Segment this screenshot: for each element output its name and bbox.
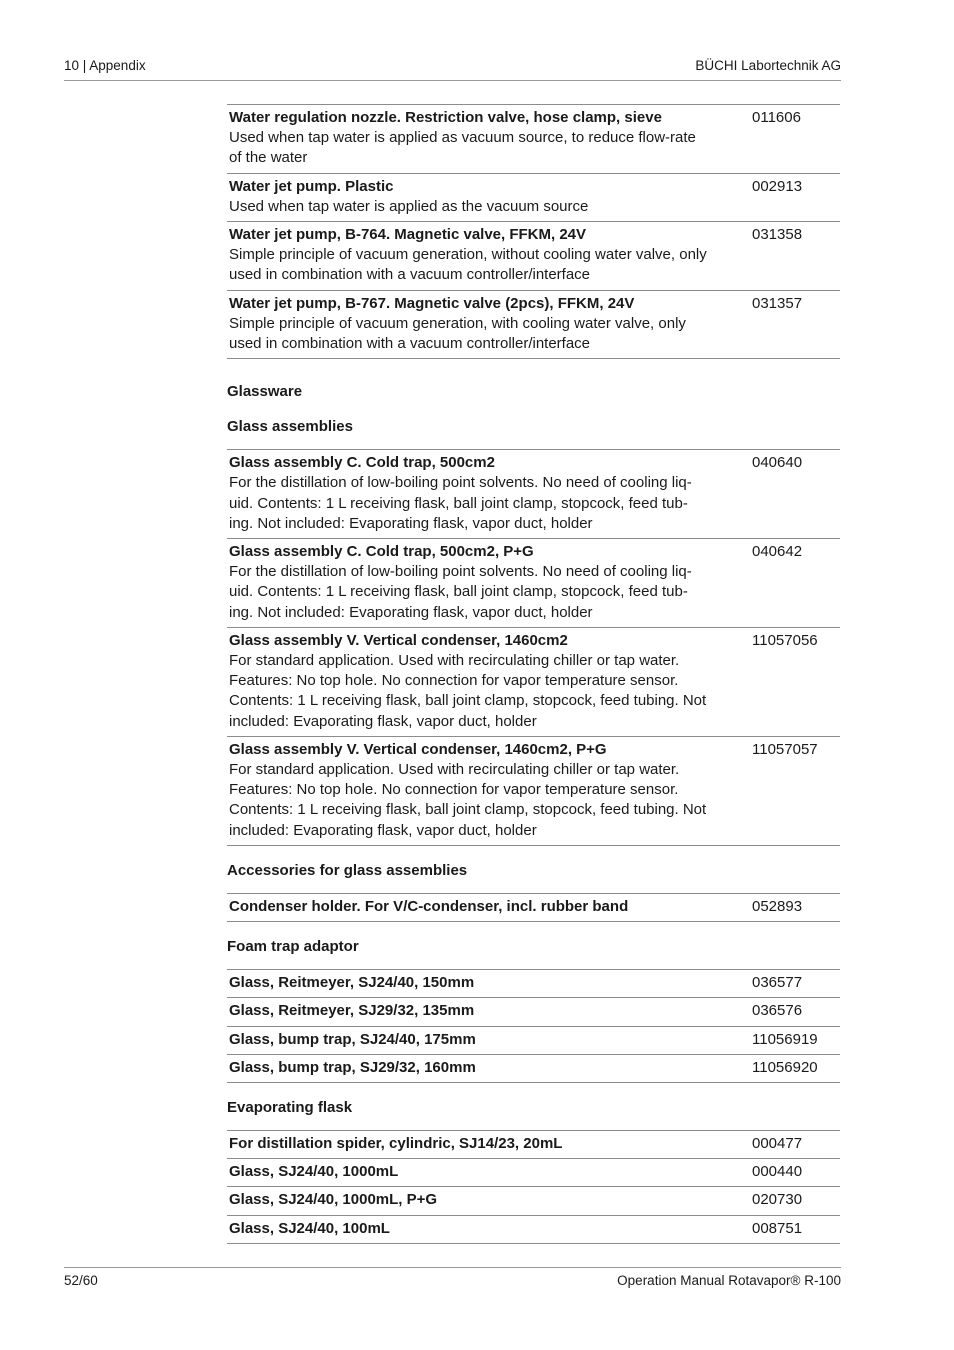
item-description-cell [227,897,752,917]
order-number: 036577 [752,974,803,992]
manual-title: Operation Manual Rotavapor® R-100 [617,1273,841,1288]
parts-table [227,893,840,922]
item-description-cell [227,542,752,623]
parts-table [227,1130,840,1244]
table-row [227,1055,840,1083]
item-description-cell [227,177,752,217]
order-number: 031358 [752,226,803,244]
item-title: Glass, bump trap, SJ29/32, 160mm [229,1058,476,1076]
item-title: Water jet pump, B-767. Magnetic valve (2pcs), FFKM, 24V [229,294,635,312]
table-row [227,105,840,174]
item-description-cell [227,631,752,732]
item-description-cell [227,740,752,841]
parts-table [227,104,840,359]
section-heading: Evaporating flask [227,1098,353,1116]
table-row [227,998,840,1026]
order-number: 052893 [752,897,803,915]
section-heading: Glassware [227,383,303,401]
item-title: Glass assembly C. Cold trap, 500cm2, P+G [229,543,534,561]
table-row [227,1187,840,1215]
item-description-cell [227,225,752,286]
order-number: 040642 [752,543,803,561]
table-row [227,628,840,737]
item-description-cell [227,294,752,355]
item-description: Simple principle of vacuum generation, without cooling water valve, only used in combination with a vacuum controller/interface [229,246,707,284]
parts-table [227,449,840,846]
order-number: 040640 [752,454,803,472]
parts-table [227,969,840,1083]
item-title: Glass assembly C. Cold trap, 500cm2 [229,454,495,472]
item-title: Glass, SJ24/40, 1000mL [229,1163,399,1181]
table-row [227,174,840,222]
table-row [227,1216,840,1244]
item-title: Condenser holder. For V/C-condenser, incl. rubber band [229,897,629,915]
item-description-cell [227,1001,752,1021]
page-header [64,58,841,81]
table-row [227,1027,840,1055]
table-row [227,1159,840,1187]
item-description: Simple principle of vacuum generation, with cooling water valve, only used in combination with a vacuum controller/interface [229,314,686,353]
table-row [227,222,840,291]
table-row [227,970,840,998]
item-description-cell [227,108,752,169]
order-number: 002913 [752,177,803,195]
item-description: For standard application. Used with recirculating chiller or tap water. Features: No top hole. No connection for vapor temperature sensor. Contents: 1 L receiving flask, ball joint clamp, stopcock, feed tubing. Not included: Evaporating flask, vapor duct, holder [229,652,707,730]
section-heading: Foam trap adaptor [227,938,359,956]
item-description-cell [227,973,752,993]
order-number: 000477 [752,1134,803,1152]
item-description-cell [227,1030,752,1050]
item-title: Glass assembly V. Vertical condenser, 1460cm2 [229,631,568,649]
item-description: For standard application. Used with recirculating chiller or tap water. Features: No top hole. No connection for vapor temperature sensor. Contents: 1 L receiving flask, ball joint clamp, stopcock, feed tubing. Not included: Evaporating flask, vapor duct, holder [229,761,707,839]
order-number: 11056919 [752,1030,818,1048]
item-description-cell [227,453,752,534]
item-description-cell [227,1134,752,1154]
item-title: Water jet pump. Plastic [229,177,394,195]
section-heading: Accessories for glass assemblies [227,861,468,879]
order-number: 008751 [752,1219,803,1237]
item-title: Glass, bump trap, SJ24/40, 175mm [229,1030,476,1048]
table-row [227,737,840,846]
order-number: 011606 [752,109,801,126]
table-row [227,450,840,539]
order-number: 031357 [752,294,803,312]
item-title: Water jet pump, B-764. Magnetic valve, FFKM, 24V [229,226,587,244]
order-number: 11057056 [752,631,818,649]
item-title: Glass, SJ24/40, 1000mL, P+G [229,1191,438,1209]
section-heading: Glass assemblies [227,418,353,436]
item-description-cell [227,1162,752,1182]
item-description: Used when tap water is applied as vacuum source, to reduce flow-rate of the water [229,129,696,167]
item-title: Glass, Reitmeyer, SJ29/32, 135mm [229,1002,475,1020]
item-description: For the distillation of low-boiling point solvents. No need of cooling liq- uid. Contents: 1 L receiving flask, ball joint clamp, stopcock, feed tub- ing. Not included: Evaporating flask, vapor duct, holder [229,474,692,532]
header-company-name: BÜCHI Labortechnik AG [695,58,841,73]
table-row [227,291,840,360]
table-row [227,539,840,628]
header-section-label: 10 | Appendix [64,58,146,73]
item-description: Used when tap water is applied as the vacuum source [229,197,589,215]
page-number: 52/60 [64,1273,98,1288]
item-description-cell [227,1058,752,1078]
item-description-cell [227,1190,752,1210]
page-footer [64,1267,841,1288]
parts-list [227,104,840,1244]
order-number: 11057057 [752,740,818,758]
item-title: Glass, Reitmeyer, SJ24/40, 150mm [229,974,475,992]
item-description: For the distillation of low-boiling point solvents. No need of cooling liq- uid. Contents: 1 L receiving flask, ball joint clamp, stopcock, feed tub- ing. Not included: Evaporating flask, vapor duct, holder [229,563,692,621]
order-number: 036576 [752,1002,803,1020]
order-number: 11056920 [752,1058,818,1076]
table-row [227,1131,840,1159]
item-title: Glass assembly V. Vertical condenser, 1460cm2, P+G [229,740,607,758]
item-description-cell [227,1219,752,1239]
table-row [227,894,840,922]
item-title: Glass, SJ24/40, 100mL [229,1219,390,1237]
item-title: For distillation spider, cylindric, SJ14/23, 20mL [229,1134,563,1152]
item-title: Water regulation nozzle. Restriction valve, hose clamp, sieve [229,109,662,126]
order-number: 020730 [752,1191,803,1209]
order-number: 000440 [752,1163,803,1181]
